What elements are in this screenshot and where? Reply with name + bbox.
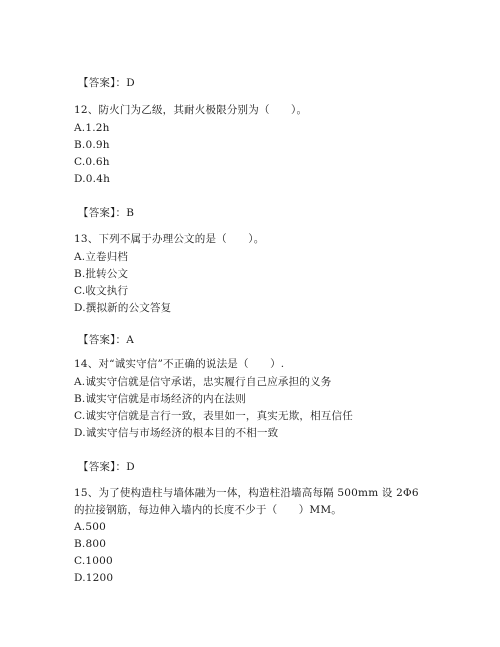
- question-13: 13、下列不属于办理公文的是（ ）。: [74, 233, 265, 245]
- option-c: C.1000: [74, 555, 113, 567]
- answer-label: 【答案】：D: [78, 461, 135, 473]
- question-15-line-1: 15、为了使构造柱与墙体融为一体，构造柱沿墙高每隔 500mm 设 2Φ6: [74, 487, 419, 499]
- answer-label: 【答案】：A: [78, 334, 135, 346]
- option-a: A.诚实守信就是信守承诺，忠实履行自己应承担的义务: [74, 376, 332, 388]
- option-a: A.立卷归档: [74, 251, 129, 263]
- option-d: D.0.4h: [74, 173, 111, 185]
- option-a: A.500: [74, 521, 106, 533]
- option-b: B.诚实守信就是市场经济的内在法则: [74, 393, 246, 405]
- option-b: B.800: [74, 538, 107, 550]
- option-a: A.1.2h: [74, 122, 110, 134]
- answer-label: 【答案】：D: [78, 77, 135, 89]
- option-d: D.撰拟新的公文答复: [74, 302, 172, 314]
- option-d: D.诚实守信与市场经济的根本目的不相一致: [74, 427, 279, 439]
- option-d: D.1200: [74, 572, 114, 584]
- question-12: 12、防火门为乙级，其耐火极限分别为（ ）。: [74, 104, 308, 116]
- question-15-line-2: 的拉接钢筋，每边伸入墙内的长度不少于（ ）MM。: [74, 504, 343, 516]
- question-14: 14、对“诚实守信”不正确的说法是（ ）.: [74, 358, 285, 370]
- answer-label: 【答案】：B: [78, 207, 135, 219]
- option-c: C.诚实守信就是言行一致，表里如一，真实无欺，相互信任: [74, 410, 353, 422]
- option-c: C.收文执行: [74, 285, 129, 297]
- option-b: B.0.9h: [74, 139, 110, 151]
- option-b: B.批转公文: [74, 268, 129, 280]
- option-c: C.0.6h: [74, 156, 110, 168]
